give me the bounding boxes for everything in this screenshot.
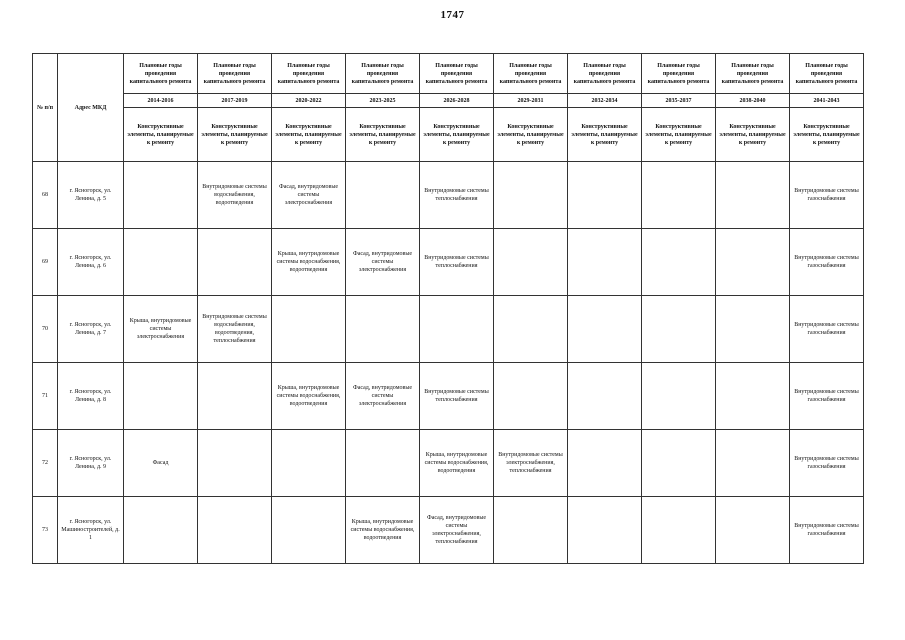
row-address: г. Ясногорск, ул. Ленина, д. 6 bbox=[58, 229, 124, 296]
col-header-plan: Плановые годы проведения капитального ремонта bbox=[642, 54, 716, 94]
row-address: г. Ясногорск, ул. Машиностроителей, д. 1 bbox=[58, 497, 124, 564]
table-cell: Внутридомовые системы теплоснабжения bbox=[420, 229, 494, 296]
table-cell bbox=[716, 363, 790, 430]
col-header-plan: Плановые годы проведения капитального ремонта bbox=[420, 54, 494, 94]
col-header-period: 2035-2037 bbox=[642, 94, 716, 108]
col-header-period: 2029-2031 bbox=[494, 94, 568, 108]
row-number: 68 bbox=[33, 162, 58, 229]
table-cell: Фасад, внутридомовые системы электроснабжения bbox=[346, 363, 420, 430]
table-cell bbox=[716, 430, 790, 497]
table-cell bbox=[124, 162, 198, 229]
table-cell: Фасад, внутридомовые системы электроснабжения bbox=[272, 162, 346, 229]
row-number: 72 bbox=[33, 430, 58, 497]
table-cell bbox=[272, 430, 346, 497]
table-row bbox=[33, 363, 864, 430]
table-cell: Крыша, внутридомовые системы водоснабжения, водоотведения bbox=[346, 497, 420, 564]
table-cell bbox=[568, 229, 642, 296]
table-cell bbox=[198, 430, 272, 497]
table-cell bbox=[494, 497, 568, 564]
table-cell bbox=[346, 430, 420, 497]
col-header-period: 2038-2040 bbox=[716, 94, 790, 108]
table-cell bbox=[568, 162, 642, 229]
col-header-period: 2026-2028 bbox=[420, 94, 494, 108]
table-cell bbox=[642, 296, 716, 363]
row-address: г. Ясногорск, ул. Ленина, д. 8 bbox=[58, 363, 124, 430]
table-cell bbox=[272, 497, 346, 564]
table-cell: Крыша, внутридомовые системы электроснабжения bbox=[124, 296, 198, 363]
col-header-elements: Конструктивные элементы, планируемые к ремонту bbox=[124, 108, 198, 162]
col-header-period: 2014-2016 bbox=[124, 94, 198, 108]
table-cell bbox=[346, 162, 420, 229]
col-header-elements: Конструктивные элементы, планируемые к ремонту bbox=[272, 108, 346, 162]
col-header-elements: Конструктивные элементы, планируемые к ремонту bbox=[198, 108, 272, 162]
table-cell bbox=[642, 229, 716, 296]
row-number: 70 bbox=[33, 296, 58, 363]
table-cell bbox=[716, 296, 790, 363]
col-header-plan: Плановые годы проведения капитального ремонта bbox=[272, 54, 346, 94]
table-row bbox=[33, 497, 864, 564]
table-cell bbox=[642, 363, 716, 430]
table-cell: Фасад bbox=[124, 430, 198, 497]
table-row bbox=[33, 229, 864, 296]
col-header-plan: Плановые годы проведения капитального ремонта bbox=[790, 54, 864, 94]
col-header-plan: Плановые годы проведения капитального ремонта bbox=[568, 54, 642, 94]
table-cell: Внутридомовые системы теплоснабжения bbox=[420, 363, 494, 430]
table-cell: Внутридомовые системы газоснабжения bbox=[790, 229, 864, 296]
table-cell bbox=[198, 363, 272, 430]
table-cell bbox=[568, 363, 642, 430]
table-cell: Внутридомовые системы водоснабжения, водоотведения bbox=[198, 162, 272, 229]
col-header-elements: Конструктивные элементы, планируемые к ремонту bbox=[346, 108, 420, 162]
table-cell bbox=[716, 162, 790, 229]
table-cell: Внутридомовые системы электроснабжения, теплоснабжения bbox=[494, 430, 568, 497]
col-header-plan: Плановые годы проведения капитального ремонта bbox=[124, 54, 198, 94]
table-cell: Внутридомовые системы водоснабжения, водоотведения, теплоснабжения bbox=[198, 296, 272, 363]
col-header-elements: Конструктивные элементы, планируемые к ремонту bbox=[716, 108, 790, 162]
col-header-address: Адрес МКД bbox=[58, 54, 124, 162]
col-header-num: № п/п bbox=[33, 54, 58, 162]
table-cell: Внутридомовые системы газоснабжения bbox=[790, 497, 864, 564]
table-cell: Крыша, внутридомовые системы водоснабжения, водоотведения bbox=[272, 363, 346, 430]
row-number: 69 bbox=[33, 229, 58, 296]
table-cell: Крыша, внутридомовые системы водоснабжения, водоотведения bbox=[272, 229, 346, 296]
table-cell bbox=[346, 296, 420, 363]
table-cell: Крыша, внутридомовые системы водоснабжения, водоотведения bbox=[420, 430, 494, 497]
table-cell bbox=[642, 162, 716, 229]
col-header-elements: Конструктивные элементы, планируемые к ремонту bbox=[790, 108, 864, 162]
row-number: 71 bbox=[33, 363, 58, 430]
col-header-elements: Конструктивные элементы, планируемые к ремонту bbox=[642, 108, 716, 162]
table-cell bbox=[420, 296, 494, 363]
table-cell bbox=[716, 497, 790, 564]
col-header-elements: Конструктивные элементы, планируемые к ремонту bbox=[420, 108, 494, 162]
table-cell bbox=[272, 296, 346, 363]
table-row bbox=[33, 162, 864, 229]
capital-repair-table bbox=[32, 53, 864, 564]
table-cell: Внутридомовые системы газоснабжения bbox=[790, 162, 864, 229]
table-cell: Фасад, внутридомовые системы электроснабжения bbox=[346, 229, 420, 296]
table-cell bbox=[568, 497, 642, 564]
table-cell bbox=[494, 162, 568, 229]
row-number: 73 bbox=[33, 497, 58, 564]
col-header-elements: Конструктивные элементы, планируемые к ремонту bbox=[494, 108, 568, 162]
table-row bbox=[33, 430, 864, 497]
table-cell bbox=[568, 296, 642, 363]
table-cell bbox=[642, 430, 716, 497]
table-cell bbox=[124, 363, 198, 430]
table-cell bbox=[716, 229, 790, 296]
col-header-plan: Плановые годы проведения капитального ремонта bbox=[494, 54, 568, 94]
col-header-period: 2041-2043 bbox=[790, 94, 864, 108]
col-header-period: 2032-2034 bbox=[568, 94, 642, 108]
table-cell: Внутридомовые системы газоснабжения bbox=[790, 430, 864, 497]
table-cell bbox=[198, 497, 272, 564]
row-address: г. Ясногорск, ул. Ленина, д. 9 bbox=[58, 430, 124, 497]
row-address: г. Ясногорск, ул. Ленина, д. 7 bbox=[58, 296, 124, 363]
table-cell bbox=[124, 229, 198, 296]
col-header-elements: Конструктивные элементы, планируемые к ремонту bbox=[568, 108, 642, 162]
table-cell: Внутридомовые системы газоснабжения bbox=[790, 363, 864, 430]
table-cell bbox=[568, 430, 642, 497]
table-cell bbox=[494, 363, 568, 430]
col-header-period: 2020-2022 bbox=[272, 94, 346, 108]
row-address: г. Ясногорск, ул. Ленина, д. 5 bbox=[58, 162, 124, 229]
table-row bbox=[33, 296, 864, 363]
col-header-period: 2023-2025 bbox=[346, 94, 420, 108]
col-header-plan: Плановые годы проведения капитального ремонта bbox=[716, 54, 790, 94]
table-cell bbox=[198, 229, 272, 296]
table-cell bbox=[124, 497, 198, 564]
table-cell: Внутридомовые системы газоснабжения bbox=[790, 296, 864, 363]
table-cell bbox=[494, 296, 568, 363]
table-cell bbox=[642, 497, 716, 564]
col-header-period: 2017-2019 bbox=[198, 94, 272, 108]
col-header-plan: Плановые годы проведения капитального ремонта bbox=[198, 54, 272, 94]
col-header-plan: Плановые годы проведения капитального ремонта bbox=[346, 54, 420, 94]
table-cell: Фасад, внутридомовые системы электроснабжения, теплоснабжения bbox=[420, 497, 494, 564]
table-cell bbox=[494, 229, 568, 296]
page-number: 1747 bbox=[440, 9, 465, 21]
table-cell: Внутридомовые системы теплоснабжения bbox=[420, 162, 494, 229]
